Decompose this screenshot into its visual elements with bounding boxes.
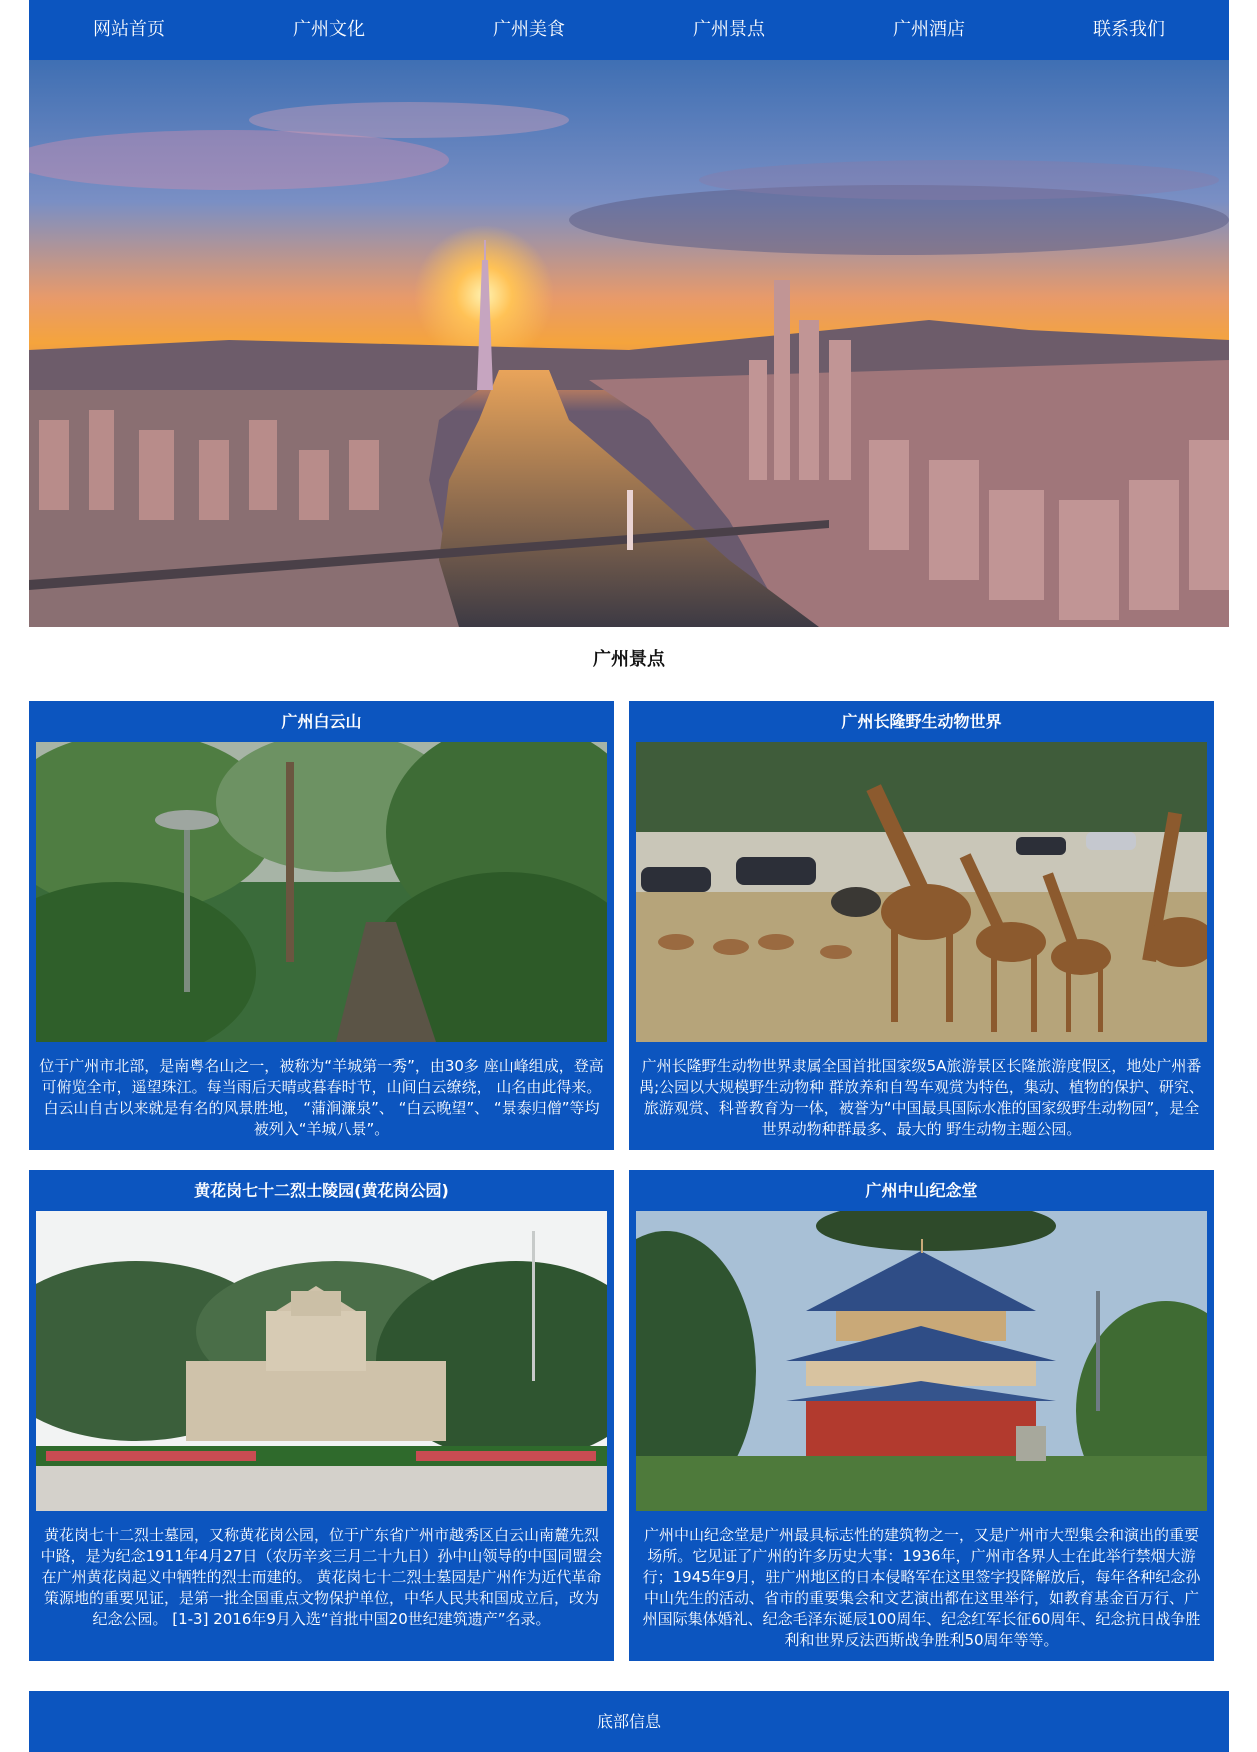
nav-item-culture[interactable]: 广州文化 [293, 19, 365, 40]
nav-item-home[interactable]: 网站首页 [93, 19, 165, 40]
memorial-illustration [36, 1211, 607, 1511]
giraffes-illustration [636, 742, 1207, 1042]
card-description: 黄花岗七十二烈士墓园，又称黄花岗公园，位于广东省广州市越秀区白云山南麓先烈中路，是为纪念1911年4月27日（农历辛亥三月二十九日）孙中山领导的中国同盟会在广州黄花岗起义中牺牲的烈士而建的。 黄花岗七十二烈士墓园是广州作为近代革命策源地的重要见证，是第一批全国重点文物保护单位，中华人民共和国成立后，改为纪念公园。 [1-3] 2016年9月入选“首批中国20世纪建筑遗产”名录。 [40, 1526, 603, 1628]
attraction-card-sun-yat-sen-hall[interactable] [629, 1170, 1214, 1661]
card-image-sun-yat-sen-hall [636, 1211, 1207, 1511]
skyline-sunset-illustration [29, 60, 1229, 627]
card-image-huanghuagang [36, 1211, 607, 1511]
footer: 底部信息 [29, 1691, 1229, 1752]
nav-item-hotels[interactable]: 广州酒店 [893, 19, 965, 40]
attraction-card-huanghuagang[interactable] [29, 1170, 614, 1661]
nav-item-attractions[interactable]: 广州景点 [693, 19, 765, 40]
card-title: 广州白云山 [281, 712, 362, 731]
card-description: 广州长隆野生动物世界隶属全国首批国家级5A旅游景区长隆旅游度假区，地处广州番禺;公园以大规模野生动物种 群放养和自驾车观赏为特色，集动、植物的保护、研究、旅游观赏、科普教育为一体，被誉为“中国最具国际水准的国家级野生动物园”，是全世界动物种群最多、最大的 野生动物主题公园。 [639, 1057, 1204, 1138]
section-title: 广州景点 [593, 649, 665, 670]
card-description: 广州中山纪念堂是广州最具标志性的建筑物之一，又是广州市大型集会和演出的重要场所。它见证了广州的许多历史大事：1936年，广州市各界人士在此举行禁烟大游行；1945年9月，驻广州地区的日本侵略军在这里签字投降解放后，每年各种纪念孙中山先生的活动、省市的重要集会和文艺演出都在这里举行，如教育基金百万行、广州国际集体婚礼、纪念毛泽东诞辰100周年、纪念红军长征60周年、纪念抗日战争胜利和世界反法西斯战争胜利50周年等等。 [642, 1526, 1201, 1649]
card-title: 广州中山纪念堂 [865, 1181, 978, 1200]
card-description: 位于广州市北部，是南粤名山之一，被称为“羊城第一秀”，由30多 座山峰组成，登高可俯览全市，遥望珠江。每当雨后天晴或暮春时节，山间白云缭绕， 山名由此得来。白云山自古以来就是有名的风景胜地， “蒲涧濂泉”、 “白云晚望”、 “景泰归僧”等均被列入“羊城八景”。 [39, 1057, 604, 1138]
card-image-chimelong [636, 742, 1207, 1042]
memorial-hall-illustration [636, 1211, 1207, 1511]
hero-banner-image [29, 60, 1229, 627]
nav-item-contact[interactable]: 联系我们 [1093, 19, 1165, 40]
attraction-card-chimelong[interactable] [629, 701, 1214, 1150]
card-image-baiyun [36, 742, 607, 1042]
forest-path-illustration [36, 742, 607, 1042]
nav-item-food[interactable]: 广州美食 [493, 19, 565, 40]
card-title: 黄花岗七十二烈士陵园(黄花岗公园) [194, 1181, 449, 1200]
card-title: 广州长隆野生动物世界 [841, 712, 1002, 731]
attraction-card-baiyun[interactable] [29, 701, 614, 1150]
top-nav [29, 0, 1229, 60]
